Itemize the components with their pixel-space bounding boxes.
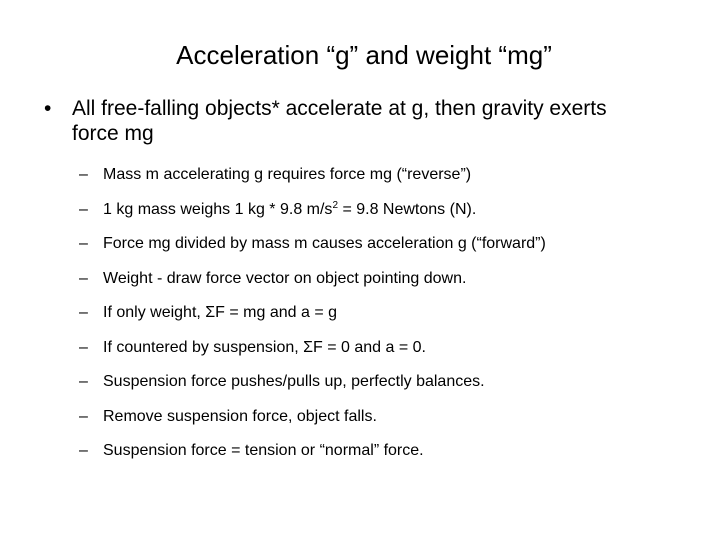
sub-bullet-text: If countered by suspension, ΣF = 0 and a = 0. bbox=[103, 338, 426, 356]
sub-bullet-text: Suspension force pushes/pulls up, perfectly balances. bbox=[103, 373, 485, 390]
sub-bullet bbox=[79, 229, 699, 264]
dash-marker: – bbox=[79, 373, 88, 390]
sub-bullet-list bbox=[79, 160, 699, 471]
sub-bullet bbox=[79, 333, 699, 368]
main-bullet bbox=[44, 96, 644, 146]
sub-bullet bbox=[79, 298, 699, 333]
sub-bullet bbox=[79, 436, 699, 471]
main-bullet-text: All free-falling objects* accelerate at g, then gravity exerts force mg bbox=[72, 97, 607, 145]
sub-bullet-text-part: 1 kg mass weighs 1 kg * 9.8 m/s bbox=[103, 200, 333, 218]
sub-bullet-text: If only weight, ΣF = mg and a = g bbox=[103, 304, 338, 321]
slide-title: Acceleration “g” and weight “mg” bbox=[176, 40, 552, 70]
sub-bullet bbox=[79, 402, 699, 437]
dash-marker: – bbox=[79, 442, 88, 459]
sub-bullet-text: Mass m accelerating g requires force mg (“reverse”) bbox=[103, 166, 472, 183]
dash-marker: – bbox=[79, 200, 88, 218]
dash-marker: – bbox=[79, 235, 88, 252]
sub-bullet-text: Suspension force = tension or “normal” force. bbox=[103, 442, 424, 459]
dash-marker: – bbox=[79, 338, 88, 356]
sub-bullet-text-part: = 9.8 Newtons (N). bbox=[338, 200, 477, 218]
dash-marker: – bbox=[79, 304, 88, 321]
dash-marker: – bbox=[79, 407, 88, 425]
sub-bullet-text bbox=[103, 195, 476, 225]
dash-marker: – bbox=[79, 166, 88, 183]
sub-bullet bbox=[79, 160, 699, 195]
dash-marker: – bbox=[79, 269, 88, 287]
sub-bullet-text: Remove suspension force, object falls. bbox=[103, 407, 377, 425]
sub-bullet bbox=[79, 367, 699, 402]
sub-bullet bbox=[79, 264, 699, 299]
bullet-marker: • bbox=[44, 97, 52, 120]
sub-bullet-text: Weight - draw force vector on object pointing down. bbox=[103, 269, 467, 287]
sub-bullet-text: Force mg divided by mass m causes acceleration g (“forward”) bbox=[103, 235, 546, 252]
superscript: 2 bbox=[332, 199, 338, 211]
sub-bullet bbox=[79, 195, 699, 230]
